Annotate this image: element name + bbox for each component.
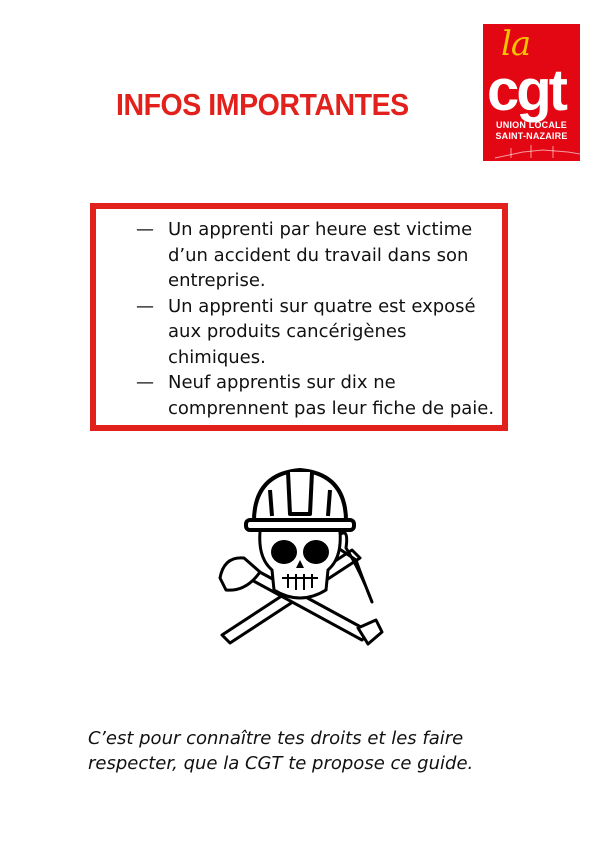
- fact-dash: —: [136, 372, 154, 393]
- facts-box: [90, 203, 508, 431]
- fact-text: Un apprenti sur quatre est exposé aux produits cancérigènes chimiques.: [168, 295, 476, 368]
- fact-dash: —: [136, 295, 154, 317]
- fact-text: Neuf apprentis sur dix ne comprennent pas leur fiche de paie.: [168, 372, 495, 419]
- skull-hardhat-crossed-tools-icon: [210, 460, 390, 650]
- page-title: INFOS IMPORTANTES: [116, 86, 409, 122]
- fact-dash: —: [136, 219, 154, 240]
- fact-item: [136, 370, 498, 421]
- logo-union-locale: UNION LOCALE: [496, 120, 567, 130]
- fact-item: [136, 294, 498, 371]
- logo-la-text: la: [501, 24, 531, 64]
- fact-item: [136, 217, 498, 294]
- fact-text: Un apprenti par heure est victime d’un accident du travail dans son entreprise.: [168, 219, 473, 291]
- logo-saint-nazaire: SAINT-NAZAIRE: [495, 131, 568, 141]
- facts-list: [136, 217, 498, 421]
- logo-cgt-text: cgt: [487, 58, 565, 123]
- footer-text: C’est pour connaître tes droits et les faire respecter, que la CGT te propose ce guide.: [88, 728, 474, 774]
- cgt-logo: [483, 24, 580, 161]
